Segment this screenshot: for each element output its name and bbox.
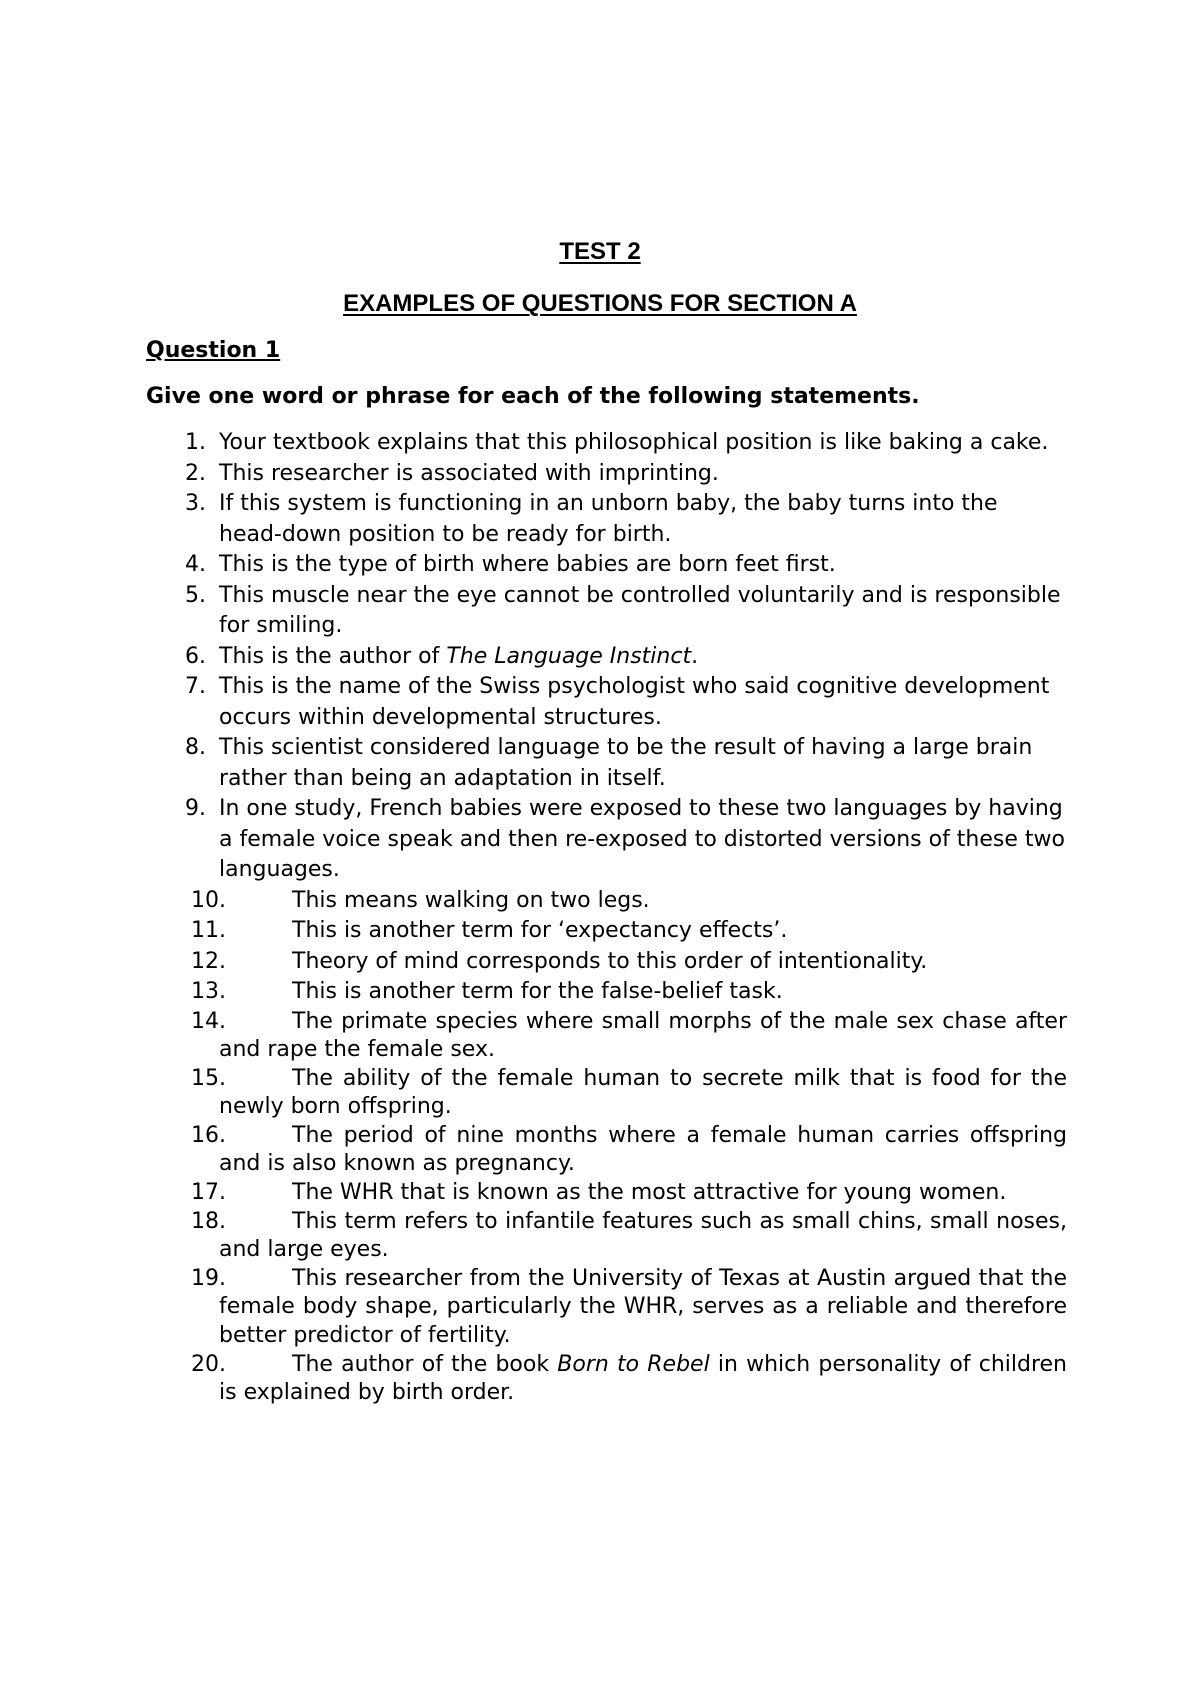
section-title: EXAMPLES OF QUESTIONS FOR SECTION A: [343, 290, 857, 317]
item-text: The period of nine months where a female human carries offspring and is also known as pregnancy.: [219, 1122, 1067, 1177]
item-text: The ability of the female human to secrete milk that is food for the newly born offspring.: [219, 1065, 1067, 1120]
list-item: [0, 1351, 1200, 1408]
item-text: [219, 642, 1067, 673]
question-list: [0, 428, 1200, 1408]
item-number: 16.: [191, 1122, 226, 1148]
book-title: Born to Rebel: [557, 1351, 710, 1377]
item-text: This researcher is associated with imprinting.: [219, 460, 719, 486]
list-item: [0, 1265, 1200, 1351]
item-text: This muscle near the eye cannot be controlled voluntarily and is responsible for smiling.: [219, 582, 1061, 638]
list-item: [0, 794, 1200, 886]
item-text: This is another term for the false-belief task.: [292, 979, 783, 1004]
item-text: The primate species where small morphs of the male sex chase after and rape the female sex.: [219, 1008, 1067, 1063]
item-number: 4.: [185, 552, 206, 577]
list-item: [0, 916, 1200, 947]
item-text: [219, 1351, 1067, 1408]
list-item: [0, 550, 1200, 581]
document-title: TEST 2: [559, 238, 641, 265]
list-item: [0, 886, 1200, 917]
item-number: 10.: [191, 887, 226, 913]
list-item: [0, 1065, 1200, 1122]
item-number: 14.: [191, 1008, 226, 1034]
item-text: This term refers to infantile features such as small chins, small noses, and large eyes.: [219, 1208, 1067, 1263]
item-number: 19.: [191, 1265, 226, 1291]
list-item: [0, 581, 1200, 642]
instruction-text: Give one word or phrase for each of the following statements.: [146, 384, 920, 409]
item-number: 3.: [185, 491, 206, 516]
list-item: [0, 1208, 1200, 1265]
item-text: This is the name of the Swiss psychologist who said cognitive development occurs within developmental structures.: [219, 674, 1050, 730]
item-number: 11.: [191, 918, 226, 943]
list-item: [0, 459, 1200, 490]
item-number: 1.: [185, 430, 206, 455]
list-item: [0, 947, 1200, 978]
item-text-after: .: [691, 643, 699, 669]
item-text-before: The author of the book: [292, 1351, 558, 1377]
item-text: This is the type of birth where babies are born feet first.: [219, 552, 836, 577]
item-number: 9.: [185, 796, 206, 821]
item-number: 20.: [191, 1351, 226, 1377]
item-number: 5.: [185, 582, 206, 608]
list-item: [0, 489, 1200, 550]
item-text: Theory of mind corresponds to this order of intentionality.: [292, 948, 928, 974]
item-text: This researcher from the University of Texas at Austin argued that the female body shape, particularly the WHR, serves as a reliable and therefore better predictor of fertility.: [219, 1265, 1067, 1349]
list-item: [0, 977, 1200, 1008]
item-number: 7.: [185, 674, 206, 699]
item-text: If this system is functioning in an unborn baby, the baby turns into the head-down position to be ready for birth.: [219, 491, 998, 547]
list-item: [0, 428, 1200, 459]
question-heading: Question 1: [146, 338, 281, 363]
book-title: The Language Instinct: [446, 643, 692, 669]
item-text-before: This is the author of: [219, 643, 447, 669]
list-item: [0, 642, 1200, 673]
item-number: 15.: [191, 1065, 226, 1091]
item-text: This means walking on two legs.: [292, 887, 650, 913]
item-text: This is another term for ‘expectancy effects’.: [292, 918, 788, 943]
item-number: 17.: [191, 1180, 226, 1206]
list-item: [0, 1122, 1200, 1179]
item-text: In one study, French babies were exposed to these two languages by having a female voice speak and then re-exposed to distorted versions of these two languages.: [219, 796, 1065, 882]
item-number: 6.: [185, 643, 206, 669]
item-number: 2.: [185, 460, 206, 486]
item-text-after: in which personality of children is explained by birth order.: [219, 1351, 1067, 1406]
item-text: This scientist considered language to be the result of having a large brain rather than being an adaptation in itself.: [219, 735, 1033, 791]
item-number: 12.: [191, 948, 226, 974]
item-text: The WHR that is known as the most attractive for young women.: [292, 1180, 1007, 1206]
list-item: [0, 733, 1200, 794]
list-item: [0, 1179, 1200, 1208]
item-text: Your textbook explains that this philosophical position is like baking a cake.: [219, 430, 1049, 455]
list-item: [0, 672, 1200, 733]
item-number: 8.: [185, 735, 206, 760]
item-number: 18.: [191, 1208, 226, 1234]
item-number: 13.: [191, 979, 226, 1004]
list-item: [0, 1008, 1200, 1065]
